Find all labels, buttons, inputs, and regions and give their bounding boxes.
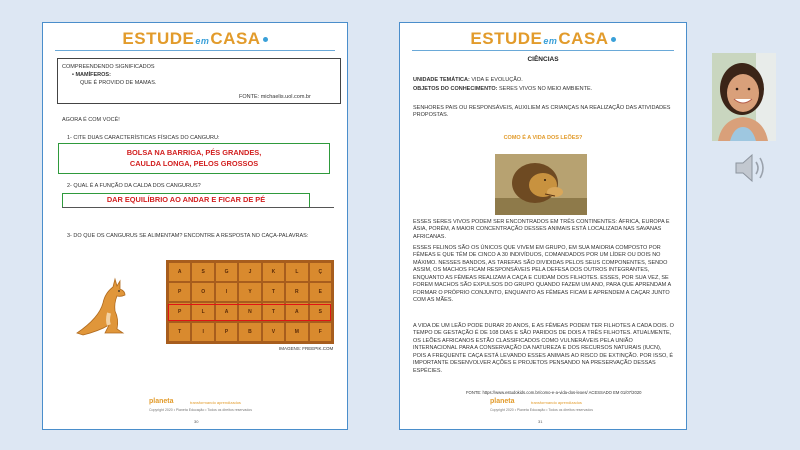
page-number: 31 [538, 419, 543, 424]
grid-cell: Y [239, 283, 260, 301]
parents-note: SENHORES PAIS OU RESPONSÁVEIS, AUXILIEM AS CRIANÇAS NA REALIZAÇÃO DAS ATIVIDADES PROPOSTAS. [413, 105, 671, 119]
paragraph-1: ESSES SERES VIVOS PODEM SER ENCONTRADOS EM TRÊS CONTINENTES: ÁFRICA, EUROPA E ÁSIA, PORÉM, A MAIOR CONCENTRAÇÃO DESSES ANIMAIS ESTÁ LOCALIZADA NAS SAVANAS AFRICANAS. [413, 219, 670, 240]
header-divider [55, 50, 335, 51]
grid-cell: F [310, 323, 331, 341]
footer-copyright: Copyright 2020 • Planeta Educação • Todos os direitos reservados [149, 408, 252, 412]
estude-em-casa-logo: ESTUDEemCASA [43, 29, 347, 49]
lion-photo [495, 154, 587, 215]
header-divider [412, 50, 674, 51]
image-credit: IMAGENS: FREEPIK.COM [279, 346, 334, 351]
grid-cell: S [192, 263, 213, 281]
term-source: FONTE: michaelis.uol.com.br [239, 94, 311, 100]
grid-cell: O [192, 283, 213, 301]
question-2: 2- QUAL É A FUNÇÃO DA CALDA DOS CANGURUS? [67, 183, 201, 189]
grid-cell: P [169, 283, 190, 301]
source-citation: FONTE: https://www.estudokids.com.br/como-e-a-vida-dos-leoes/ ACESSADO EM 01/07/2020 [466, 390, 642, 395]
grid-cell: I [216, 283, 237, 301]
grid-cell: P [216, 323, 237, 341]
grid-cell: J [239, 263, 260, 281]
grid-cell: Ç [310, 263, 331, 281]
page-number: 30 [194, 419, 199, 424]
term-definition: QUE É PROVIDO DE MAMAS. [80, 80, 157, 86]
grid-cell: B [239, 323, 260, 341]
lions-subtitle: COMO É A VIDA DOS LEÕES? [503, 135, 583, 141]
thematic-unit: UNIDADE TEMÁTICA: VIDA E EVOLUÇÃO. [413, 77, 523, 83]
kangaroo-illustration [69, 273, 131, 341]
answer-1-box[interactable]: BOLSA NA BARRIGA, PÉS GRANDES, CAULDA LONGA, PELOS GROSSOS [58, 143, 330, 174]
grid-cell: A [286, 303, 307, 321]
grid-cell: R [286, 283, 307, 301]
planeta-logo: planeta [149, 398, 174, 405]
estude-em-casa-logo: ESTUDEemCASA [400, 29, 686, 49]
grid-cell: E [310, 283, 331, 301]
word-search-grid [166, 260, 334, 344]
paragraph-2: ESSES FELINOS SÃO OS ÚNICOS QUE VIVEM EM GRUPO, EM SUA MAIORIA COMPOSTO POR FÊMEAS E QUE TÊM DE CINCO A 30 INDIVÍDUOS, COMANDADOS POR UM LÍDER OU DOIS NO MÁXIMO. NESSES BANDOS, AS TAREFAS SÃO DIVIDIDAS PELOS SEUS COMPONENTES, SENDO ASSIM, OS MACHOS FICAM RESPONSÁVEIS PELA DEFESA DOS OUTROS INTEGRANTES, ENQUANTO AS FÊMEAS REALIZAM A CAÇA E CUIDAM DOS FILHOTES. ESSES, POR SUA VEZ, SE FOREM MACHOS SÃO EXPULSOS DO GRUPO QUANDO FAZEM UM ANO, PARA QUE APRENDAM A FORMAR O PRÓPRIO CONJUNTO, ENQUANTO AS FÊMEAS FICAM E APRENDEM A CAÇAR JUNTO COM AS MÃES. [413, 245, 671, 303]
footer-tagline: transformando aprendizados [190, 400, 241, 405]
grid-cell: P [169, 303, 190, 321]
grid-cell: T [263, 303, 284, 321]
presenter-avatar [712, 53, 776, 141]
subject-title: CIÊNCIAS [527, 56, 559, 63]
knowledge-objects: OBJETOS DO CONHECIMENTO: SERES VIVOS NO MEIO AMBIENTE. [413, 86, 593, 92]
grid-cell: T [169, 323, 190, 341]
grid-cell: V [263, 323, 284, 341]
planeta-logo: planeta [490, 398, 515, 405]
speaker-icon[interactable] [733, 151, 769, 185]
answer-highlight-plantas[interactable] [168, 304, 331, 321]
grid-cell: A [216, 303, 237, 321]
grid-cell: L [286, 263, 307, 281]
grid-cell: N [239, 303, 260, 321]
grid-cell: I [192, 323, 213, 341]
grid-cell: G [216, 263, 237, 281]
grid-cell: K [263, 263, 284, 281]
worksheet-page-left [42, 22, 348, 430]
question-3: 3- DO QUE OS CANGURUS SE ALIMENTAM? ENCONTRE A RESPOSTA NO CAÇA-PALAVRAS: [67, 233, 309, 239]
paragraph-3: A VIDA DE UM LEÃO PODE DURAR 20 ANOS, E AS FÊMEAS PODEM TER FILHOTES A CADA DOIS. O TEMPO DE GESTAÇÃO É DE 108 DIAS E SÃO PARIDOS DE DOIS A TRÊS FILHOTES. ATUALMENTE, OS LEÕES AFRICANOS ESTÃO CLASSIFICADOS COMO VULNERÁVEIS PELA UNIÃO INTERNACIONAL PARA A CONSERVAÇÃO DA NATUREZA E DOS RECURSOS NATURAIS (IUCN), POIS A FREQUENTE CAÇA ESTÁ LEVANDO ESSES ANIMAIS AO RISCO DE EXTINÇÃO. POR ISSO, É IMPORTANTE DESENVOLVER AÇÕES E PROJETOS PENSANDO NA PRESERVAÇÃO DESSAS ESPÉCIES. [413, 323, 674, 374]
grid-cell: T [263, 283, 284, 301]
footer-copyright: Copyright 2020 • Planeta Educação • Todos os direitos reservados [490, 408, 593, 412]
section-title: COMPREENDENDO SIGNIFICADOS [62, 64, 155, 70]
grid-cell: S [310, 303, 331, 321]
worksheet-page-right [399, 22, 687, 430]
question-1: 1- CITE DUAS CARACTERÍSTICAS FÍSICAS DO CANGURU: [67, 135, 220, 141]
answer-2-box[interactable]: DAR EQUILÍBRIO AO ANDAR E FICAR DE PÉ [62, 193, 310, 208]
activity-intro: AGORA É COM VOCÊ! [62, 117, 120, 123]
footer-tagline: transformando aprendizados [531, 400, 582, 405]
grid-cell: A [169, 263, 190, 281]
grid-cell: L [192, 303, 213, 321]
answer-2-line [62, 207, 334, 208]
grid-cell: M [286, 323, 307, 341]
term-label: • MAMÍFEROS: [72, 72, 111, 78]
